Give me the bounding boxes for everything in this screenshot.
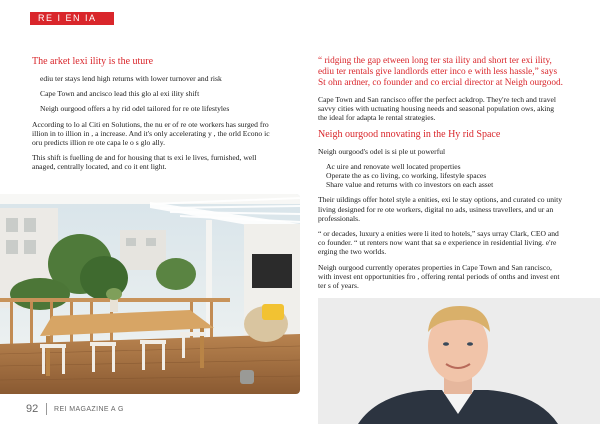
right-paragraph-1: Cape Town and San rancisco offer the perfect ackdrop. They're tech and travel savvy cities with uctuating housing needs and seasonal population ows, aking the ideal for adapta le rental strategies. (318, 95, 557, 123)
key-point-1: ediu ter stays lend high returns with lower turnover and risk (40, 74, 222, 83)
left-paragraph-1: According to lo al Citi en Solutions, the nu er of re ote workers has surged fro illion in to illion in , a increase. And it's only accelerating y , the orld Econo ic oru predicts illion re ote capa le o s glo ally. (32, 119, 270, 148)
terrace-photo (0, 194, 300, 394)
right-paragraph-3: Their uildings offer hotel style a enities, exi le stay options, and curated co unity living designed for re ote workers, digital no ads, usiness travellers, and ur an professionals. (318, 195, 563, 223)
right-column (318, 56, 564, 296)
list-item: Share value and returns with co investors on each asset (326, 180, 494, 190)
magazine-name: REI MAGAZINE A G (54, 406, 124, 413)
bullet-list (318, 162, 564, 190)
footer-divider (46, 403, 47, 415)
key-point-3: Neigh ourgood offers a hy rid odel tailored for re ote lifestyles (40, 104, 230, 114)
left-paragraph-2: This shift is fuelling de and for housing that ts exi le lives, furnished, well anaged, centrally located, and co it ent light. (32, 153, 257, 172)
left-heading: The arket lexi ility is the uture (32, 56, 154, 67)
right-paragraph-4: “ or decades, luxury a enities were li ited to hotels,” says urray Clark, CEO and co founder. “ ut renters now want that sa e experience in residential living. e're erging the two worlds. (318, 229, 559, 257)
section-tag: RE I EN IA (30, 12, 114, 25)
key-point-2: Cape Town and ancisco lead this glo al exi ility shift (40, 89, 200, 99)
right-heading: Neigh ourgood nnovating in the Hy rid Space (318, 128, 501, 140)
page-number: 92 (26, 403, 39, 415)
list-item: Ac uire and renovate well located properties (326, 161, 461, 171)
portrait-photo (318, 298, 600, 424)
pull-quote: “ ridging the gap etween long ter sta ility and short ter exi ility, ediu ter rentals give landlords etter inco e with less hassle,” says St ohn ardner, co founder and co ercial director at Neigh ourgood. (318, 56, 563, 88)
right-paragraph-5: Neigh ourgood currently operates properties in Cape Town and San rancisco, with invest ent opportunities fro , offering rental periods of onths and invest ent ter s of years. (318, 262, 560, 291)
right-paragraph-2: Neigh ourgood's odel is si ple ut powerful (318, 146, 446, 156)
list-item: Operate the as co living, co working, lifestyle spaces (326, 171, 487, 181)
left-column (32, 56, 280, 178)
